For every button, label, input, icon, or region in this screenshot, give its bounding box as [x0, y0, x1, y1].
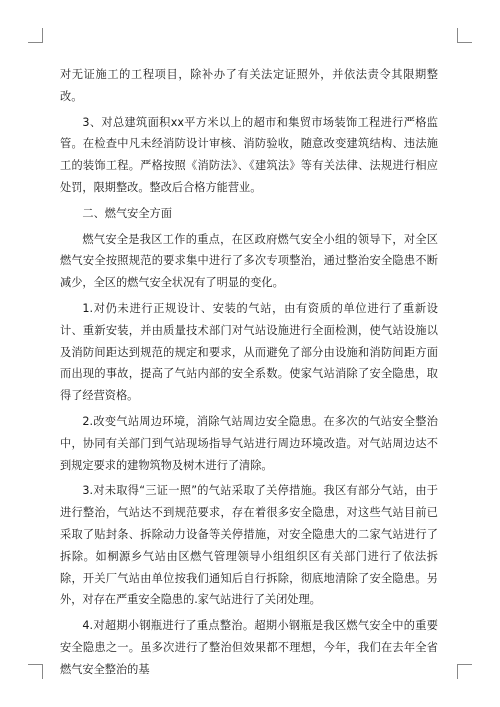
crop-mark-top-left: [28, 28, 43, 43]
paragraph-continuation: 对无证施工的工程项目，除补办了有关法定证照外，并依法责令其限期整改。: [60, 68, 438, 103]
paragraph-gas-overview: 燃气安全是我区工作的重点，在区政府燃气安全小组的领导下，对全区燃气安全按照规范的要求集中进行了多次专项整治，通过整治安全隐患不断减少，全区的燃气安全状况有了明显的变化。: [60, 232, 438, 290]
paragraph-item-3-supervision: 3、对总建筑面积xx平方米以上的超市和集贸市场装饰工程进行严格监管。在检查中凡未经消防设计审核、消防验收，随意改变建筑结构、违法施工的装饰工程。严格按照《消防法》、《建筑法》等有关法律、法规进行相应处罚，限期整改。整改后合格方能营业。: [60, 115, 438, 194]
crop-mark-top-right: [457, 28, 472, 43]
section-heading-gas-safety: 二、燃气安全方面: [82, 206, 172, 220]
document-body: [60, 64, 438, 704]
paragraph-item-2-environment: 2.改变气站周边环境，消除气站周边安全隐患。在多次的气站安全整治中，协同有关部门到气站现场指导气站进行周边环境改造。对气站周边达不到规定要求的建物筑物及树木进行了清除。: [60, 414, 438, 472]
paragraph-item-1-redesign: 1.对仍未进行正规设计、安装的气站，由有资质的单位进行了重新设计、重新安装，并由质量技术部门对气站设施进行全面检测，使气站设施以及消防间距达到规范的规定和要求，从而避免了部分由设施和消防间距方面而出现的事故，提高了气站内部的安全系数。使家气站消除了安全隐患，取得了经营资格。: [60, 301, 438, 403]
paragraph-item-3-shutdown: 3.对未取得“三证一照”的气站采取了关停措施。我区有部分气站，由于进行整治，气站达不到规范要求，存在着很多安全隐患，对这些气站目前已采取了贴封条、拆除动力设备等关停措施，对安全隐患大的二家气站进行了拆除。如桐源乡气站由区燃气管理领导小组组织区有关部门进行了依法拆除，开关厂气站由单位按我们通知后自行拆除，彻底地清除了安全隐患。另外，对存在严重安全隐患的.家气站进行了关闭处理。: [60, 484, 438, 607]
crop-mark-bottom-left: [28, 664, 43, 679]
crop-mark-bottom-right: [457, 664, 472, 679]
paragraph-item-4-cylinders: 4.对超期小钢瓶进行了重点整治。超期小钢瓶是我区燃气安全中的重要安全隐患之一。虽多次进行了整治但效果都不理想，今年，我们在去年全省燃气安全整治的基: [60, 619, 438, 676]
